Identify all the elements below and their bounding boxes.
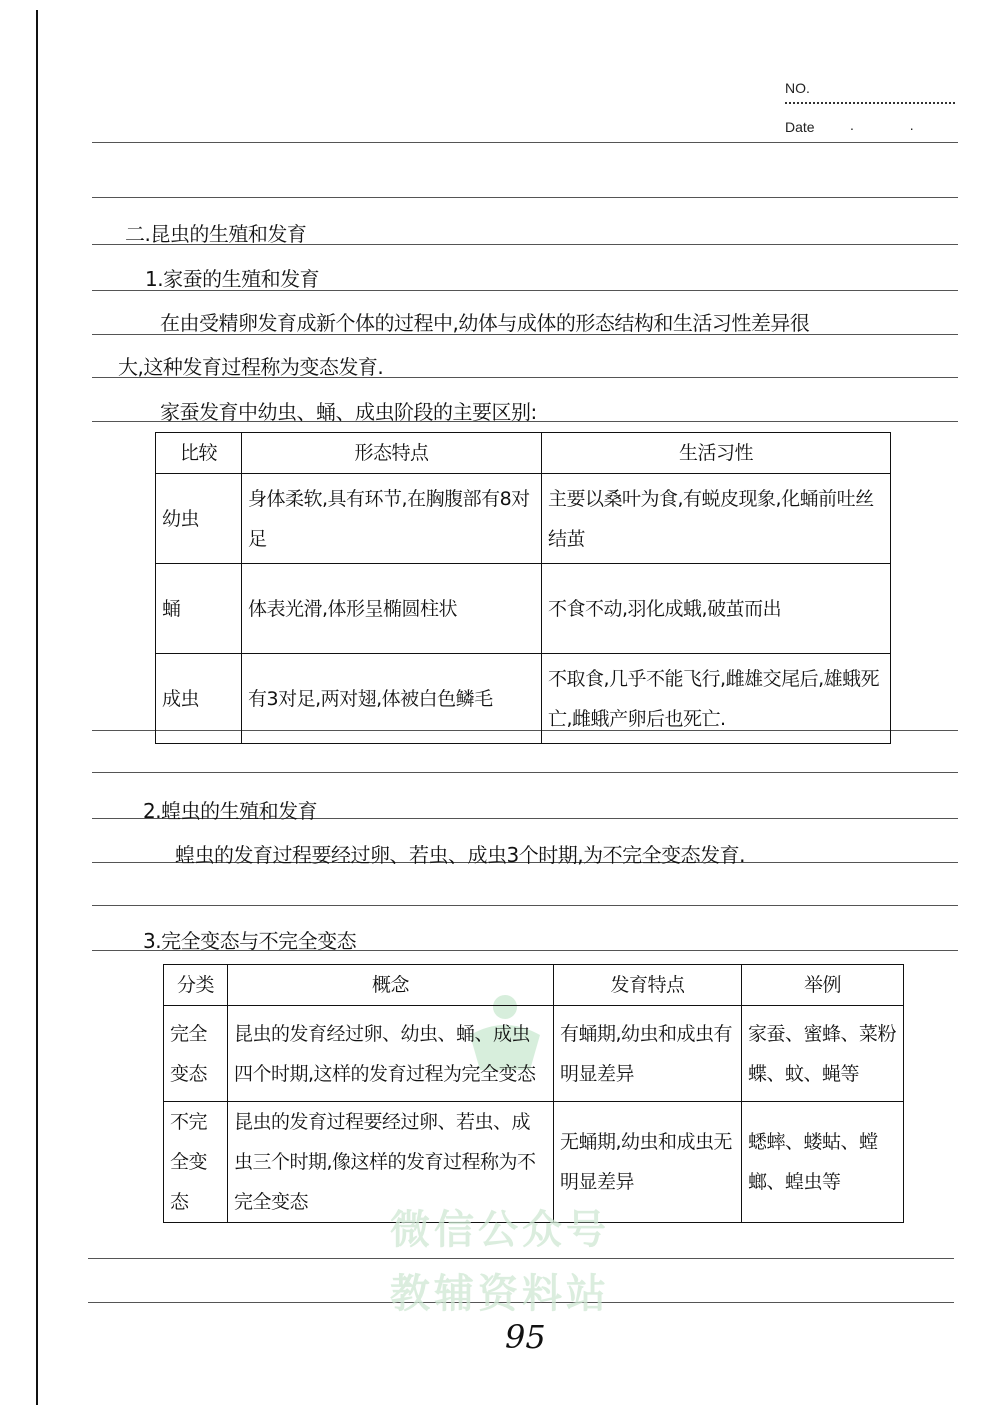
subsection-3-title: 3.完全变态与不完全变态 [143, 929, 357, 953]
habit-cell: 不食不动,羽化成蛾,破茧而出 [542, 564, 891, 654]
table-header-cell: 举例 [742, 965, 904, 1006]
habit-cell: 不取食,几乎不能飞行,雌雄交尾后,雄蛾死亡,雌蛾产卵后也死亡. [542, 654, 891, 744]
silkworm-stage-table [155, 432, 891, 744]
ruled-line [92, 142, 958, 143]
watermark-line-2: 教辅资料站 [390, 1271, 610, 1317]
page-number: 95 [505, 1318, 546, 1356]
table1-caption: 家蚕发育中幼虫、蛹、成虫阶段的主要区别: [160, 400, 537, 424]
table-row [156, 564, 891, 654]
feature-cell: 有蛹期,幼虫和成虫有明显差异 [554, 1006, 742, 1102]
date-dots: . . [850, 117, 940, 133]
table-header-cell: 生活习性 [542, 433, 891, 474]
table-row [156, 474, 891, 564]
no-dotted-line [785, 102, 955, 104]
stage-cell: 幼虫 [156, 474, 242, 564]
example-cell: 蟋蟀、蝼蛄、螳螂、蝗虫等 [742, 1102, 904, 1223]
ruled-line [88, 1258, 954, 1259]
ruled-line [92, 772, 958, 773]
binding-margin-line [36, 10, 38, 1405]
table-row [164, 1006, 904, 1102]
stage-cell: 成虫 [156, 654, 242, 744]
feature-cell: 无蛹期,幼虫和成虫无明显差异 [554, 1102, 742, 1223]
table-header-cell: 形态特点 [242, 433, 542, 474]
example-cell: 家蚕、蜜蜂、菜粉蝶、蚊、蝇等 [742, 1006, 904, 1102]
form-cell: 有3对足,两对翅,体被白色鳞毛 [242, 654, 542, 744]
table-header-cell: 分类 [164, 965, 228, 1006]
table-header-cell: 比较 [156, 433, 242, 474]
paragraph-line-2: 大,这种发育过程称为变态发育. [118, 355, 384, 379]
subsection-2-title: 2.蝗虫的生殖和发育 [143, 799, 318, 823]
ruled-line [92, 197, 958, 198]
watermark-line-1: 微信公众号 [390, 1207, 610, 1253]
paragraph-line-1: 在由受精卵发育成新个体的过程中,幼体与成体的形态结构和生活习性差异很 [160, 311, 810, 335]
table-header-cell: 发育特点 [554, 965, 742, 1006]
table-row [156, 654, 891, 744]
type-cell: 完全变态 [164, 1006, 228, 1102]
subsection-2-text: 蝗虫的发育过程要经过卵、若虫、成虫3个时期,为不完全变态发育. [175, 843, 745, 867]
section-title: 二.昆虫的生殖和发育 [125, 222, 307, 246]
table-header-row [156, 433, 891, 474]
metamorphosis-table [163, 964, 904, 1223]
habit-cell: 主要以桑叶为食,有蜕皮现象,化蛹前吐丝结茧 [542, 474, 891, 564]
stage-cell: 蛹 [156, 564, 242, 654]
type-cell: 不完全变态 [164, 1102, 228, 1223]
date-label: Date [785, 119, 815, 135]
subsection-1-title: 1.家蚕的生殖和发育 [145, 267, 320, 291]
table-header-row [164, 965, 904, 1006]
concept-cell: 昆虫的发育经过卵、幼虫、蛹、成虫四个时期,这样的发育过程为完全变态 [228, 1006, 554, 1102]
ruled-line [92, 905, 958, 906]
form-cell: 身体柔软,具有环节,在胸腹部有8对足 [242, 474, 542, 564]
form-cell: 体表光滑,体形呈椭圆柱状 [242, 564, 542, 654]
no-label: NO. [785, 80, 810, 96]
table-header-cell: 概念 [228, 965, 554, 1006]
concept-cell: 昆虫的发育过程要经过卵、若虫、成虫三个时期,像这样的发育过程称为不完全变态 [228, 1102, 554, 1223]
